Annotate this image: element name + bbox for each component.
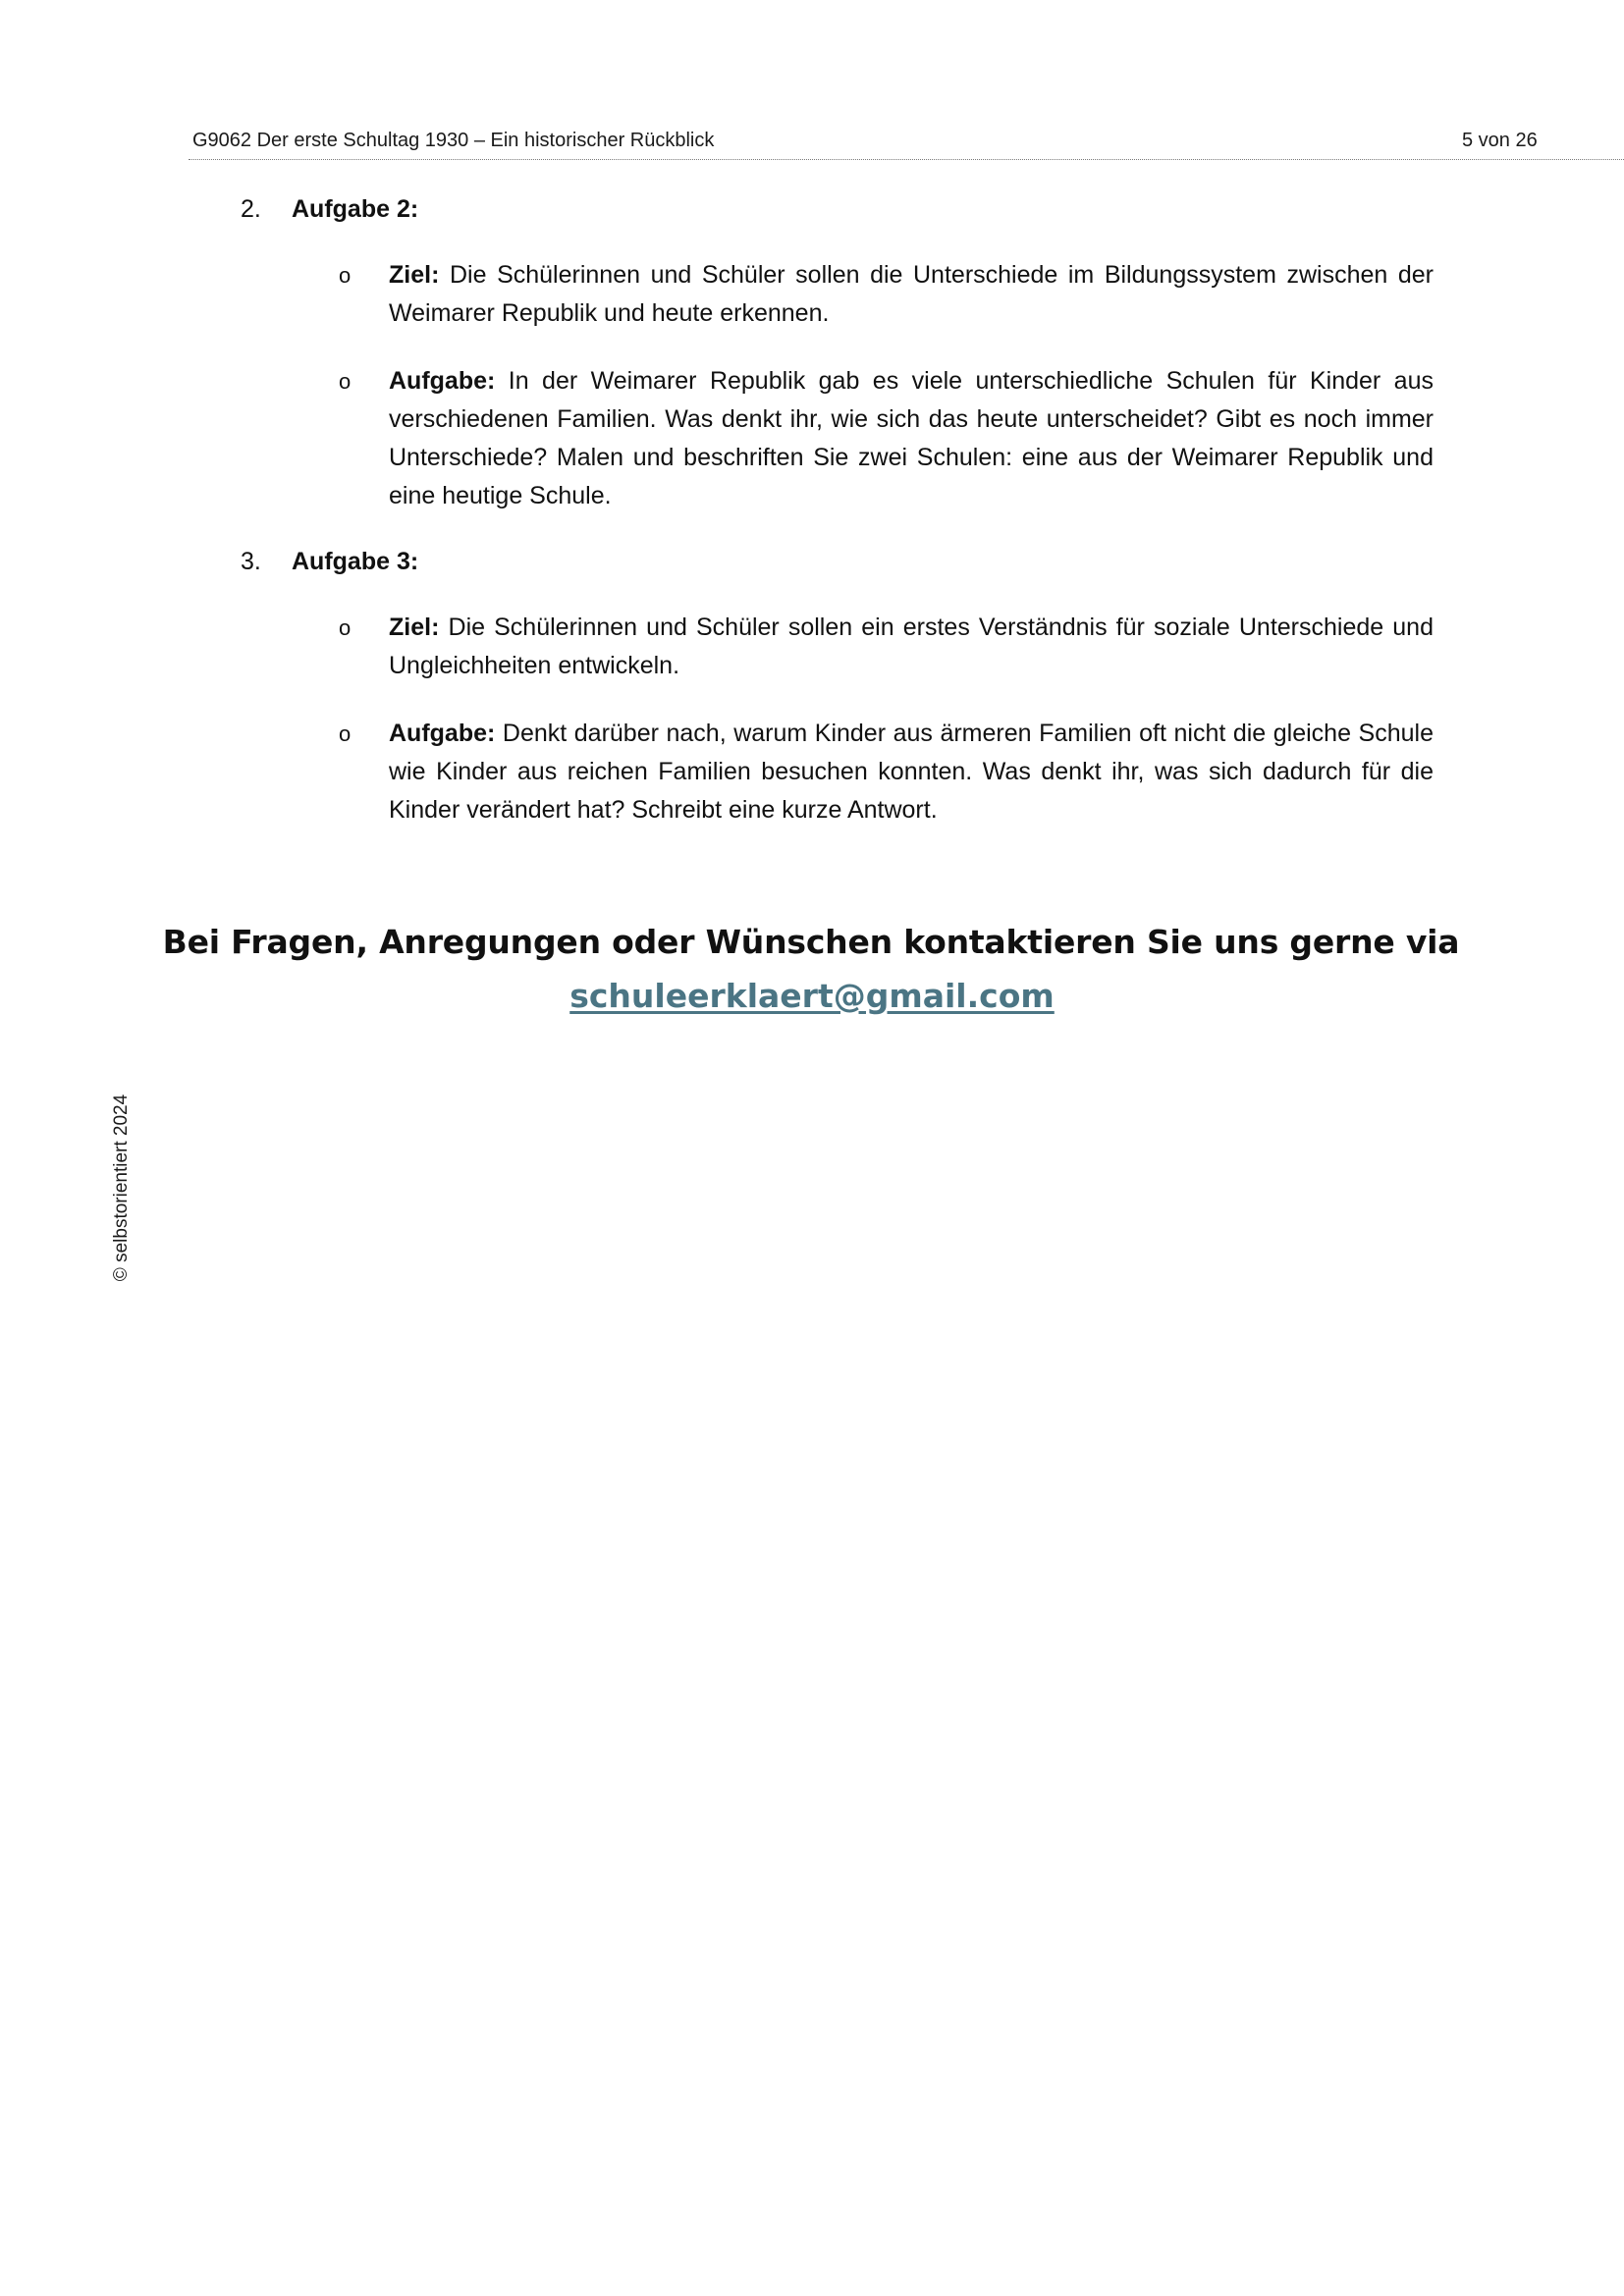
contact-email-link[interactable]: schuleerklaert@gmail.com	[569, 977, 1055, 1015]
list-item-text	[389, 609, 1434, 685]
bullet-circle-icon: o	[339, 263, 352, 288]
list-item-goal	[241, 609, 1434, 685]
item-label: Aufgabe:	[389, 720, 496, 747]
item-body: Denkt darüber nach, warum Kinder aus ärmeren Familien oft nicht die gleiche Schule wie Kinder aus reichen Familien besuchen konnten. Was denkt ihr, was sich dadurch für die Kinder verändert hat? Schreibt eine kurze Antwort.	[389, 720, 1434, 824]
list-item-goal	[241, 256, 1434, 333]
bullet-circle-icon: o	[339, 369, 352, 394]
document-title: G9062 Der erste Schultag 1930 – Ein historischer Rückblick	[192, 130, 715, 151]
page-header	[189, 126, 1624, 160]
bullet-circle-icon: o	[339, 615, 352, 640]
task-2	[241, 191, 1434, 515]
item-body: Die Schülerinnen und Schüler sollen ein erstes Verständnis für soziale Unterschiede und Ungleichheiten entwickeln.	[389, 614, 1434, 679]
task-number: 3.	[241, 548, 261, 575]
task-heading	[241, 544, 1434, 579]
bullet-circle-icon: o	[339, 721, 352, 746]
list-item-task	[241, 362, 1434, 515]
item-body: In der Weimarer Republik gab es viele unterschiedliche Schulen für Kinder aus verschiedenen Familien. Was denkt ihr, wie sich das heute unterscheidet? Gibt es noch immer Unterschiede? Malen und beschriften Sie zwei Schulen: eine aus der Weimarer Republik und eine heutige Schule.	[389, 367, 1434, 509]
task-heading	[241, 191, 1434, 227]
contact-text: Bei Fragen, Anregungen oder Wünschen kontaktieren Sie uns gerne via	[162, 923, 1460, 961]
copyright-side-text: © selbstorientiert 2024	[111, 1094, 132, 1282]
item-label: Ziel:	[389, 261, 440, 289]
list-item-text	[389, 715, 1434, 829]
item-body: Die Schülerinnen und Schüler sollen die Unterschiede im Bildungssystem zwischen der Weimarer Republik und heute erkennen.	[389, 261, 1434, 327]
list-item-text	[389, 256, 1434, 333]
task-title: Aufgabe 2:	[292, 195, 419, 223]
task-3	[241, 544, 1434, 829]
item-label: Ziel:	[389, 614, 440, 641]
item-label: Aufgabe:	[389, 367, 496, 395]
task-number: 2.	[241, 195, 261, 223]
page-number: 5 von 26	[1462, 130, 1538, 151]
task-title: Aufgabe 3:	[292, 548, 419, 575]
list-item-text	[389, 362, 1434, 515]
list-item-task	[241, 715, 1434, 829]
